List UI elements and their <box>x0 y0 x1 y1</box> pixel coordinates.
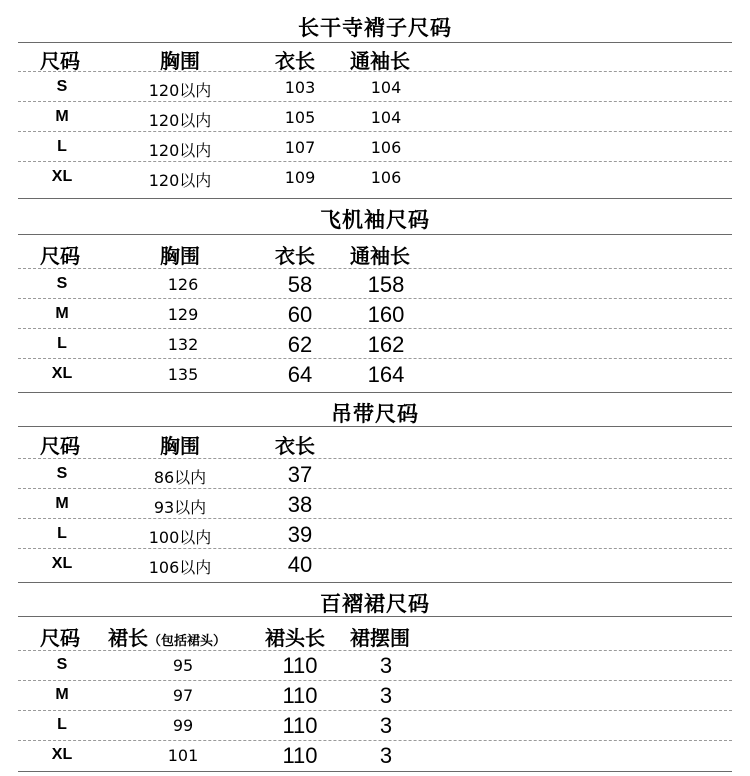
divider <box>18 710 732 711</box>
waistband-cell: 110 <box>282 683 318 708</box>
divider <box>18 161 732 162</box>
chest-cell: 120以内 <box>148 111 212 130</box>
header-chest: 胸围 <box>160 49 200 73</box>
size-cell: XL <box>51 555 73 572</box>
length-cell: 103 <box>284 78 316 97</box>
divider <box>18 771 732 772</box>
length-cell: 37 <box>287 462 313 487</box>
chest-cell: 129 <box>167 305 199 324</box>
length-cell: 105 <box>284 108 316 127</box>
divider <box>18 42 732 43</box>
sleeve-cell: 164 <box>367 362 405 387</box>
size-cell: M <box>55 108 69 125</box>
waistband-cell: 110 <box>282 653 318 678</box>
size-cell: L <box>57 138 67 155</box>
skirt-length-cell: 99 <box>172 716 194 735</box>
header-skirt-length: 裙长（包括裙头） <box>108 626 227 650</box>
header-sleeve: 通袖长 <box>350 49 410 73</box>
size-cell: XL <box>51 168 73 185</box>
divider <box>18 234 732 235</box>
header-size: 尺码 <box>40 244 80 268</box>
header-hem: 裙摆围 <box>350 626 410 650</box>
chest-cell: 132 <box>167 335 199 354</box>
size-cell: S <box>56 656 68 673</box>
divider <box>18 582 732 583</box>
waistband-cell: 110 <box>282 713 318 738</box>
divider <box>18 198 732 199</box>
chest-cell: 86以内 <box>153 468 207 487</box>
length-cell: 38 <box>287 492 313 517</box>
table-title-beizi: 长干寺褙子尺码 <box>298 15 452 40</box>
divider <box>18 328 732 329</box>
length-cell: 109 <box>284 168 316 187</box>
divider <box>18 518 732 519</box>
size-cell: M <box>55 495 69 512</box>
size-cell: L <box>57 335 67 352</box>
skirt-length-cell: 101 <box>167 746 199 765</box>
length-cell: 39 <box>287 522 313 547</box>
chest-cell: 106以内 <box>148 558 212 577</box>
header-size: 尺码 <box>40 626 80 650</box>
size-cell: XL <box>51 365 73 382</box>
size-cell: S <box>56 275 68 292</box>
length-cell: 40 <box>287 552 313 577</box>
sleeve-cell: 104 <box>370 78 402 97</box>
chest-cell: 120以内 <box>148 81 212 100</box>
sleeve-cell: 162 <box>367 332 405 357</box>
divider <box>18 616 732 617</box>
divider <box>18 131 732 132</box>
divider <box>18 458 732 459</box>
divider <box>18 548 732 549</box>
length-cell: 62 <box>287 332 313 357</box>
table-title-batwing: 飞机袖尺码 <box>320 207 430 232</box>
divider <box>18 101 732 102</box>
size-cell: L <box>57 716 67 733</box>
chest-cell: 126 <box>167 275 199 294</box>
skirt-length-cell: 97 <box>172 686 194 705</box>
length-cell: 60 <box>287 302 313 327</box>
header-waistband: 裙头长 <box>265 626 325 650</box>
header-chest: 胸围 <box>160 434 200 458</box>
sleeve-cell: 106 <box>370 168 402 187</box>
sleeve-cell: 104 <box>370 108 402 127</box>
chest-cell: 120以内 <box>148 141 212 160</box>
divider <box>18 298 732 299</box>
header-sleeve: 通袖长 <box>350 244 410 268</box>
chest-cell: 135 <box>167 365 199 384</box>
hem-cell: 3 <box>379 743 393 768</box>
header-size: 尺码 <box>40 49 80 73</box>
hem-cell: 3 <box>379 653 393 678</box>
sleeve-cell: 160 <box>367 302 405 327</box>
size-cell: M <box>55 305 69 322</box>
skirt-length-cell: 95 <box>172 656 194 675</box>
chest-cell: 100以内 <box>148 528 212 547</box>
size-cell: XL <box>51 746 73 763</box>
divider <box>18 358 732 359</box>
hem-cell: 3 <box>379 683 393 708</box>
size-cell: M <box>55 686 69 703</box>
divider <box>18 426 732 427</box>
sleeve-cell: 106 <box>370 138 402 157</box>
size-cell: S <box>56 78 68 95</box>
header-length: 衣长 <box>275 49 315 73</box>
divider <box>18 71 732 72</box>
header-chest: 胸围 <box>160 244 200 268</box>
size-cell: S <box>56 465 68 482</box>
divider <box>18 268 732 269</box>
length-cell: 58 <box>287 272 313 297</box>
length-cell: 64 <box>287 362 313 387</box>
header-length: 衣长 <box>275 244 315 268</box>
divider <box>18 488 732 489</box>
header-size: 尺码 <box>40 434 80 458</box>
size-cell: L <box>57 525 67 542</box>
length-cell: 107 <box>284 138 316 157</box>
sleeve-cell: 158 <box>367 272 405 297</box>
table-title-camisole: 吊带尺码 <box>331 401 419 426</box>
table-title-pleated-skirt: 百褶裙尺码 <box>320 591 430 616</box>
header-skirt-length-note: （包括裙头） <box>148 634 227 649</box>
waistband-cell: 110 <box>282 743 318 768</box>
divider <box>18 650 732 651</box>
chest-cell: 120以内 <box>148 171 212 190</box>
hem-cell: 3 <box>379 713 393 738</box>
divider <box>18 740 732 741</box>
divider <box>18 392 732 393</box>
chest-cell: 93以内 <box>153 498 207 517</box>
header-length: 衣长 <box>275 434 315 458</box>
divider <box>18 680 732 681</box>
